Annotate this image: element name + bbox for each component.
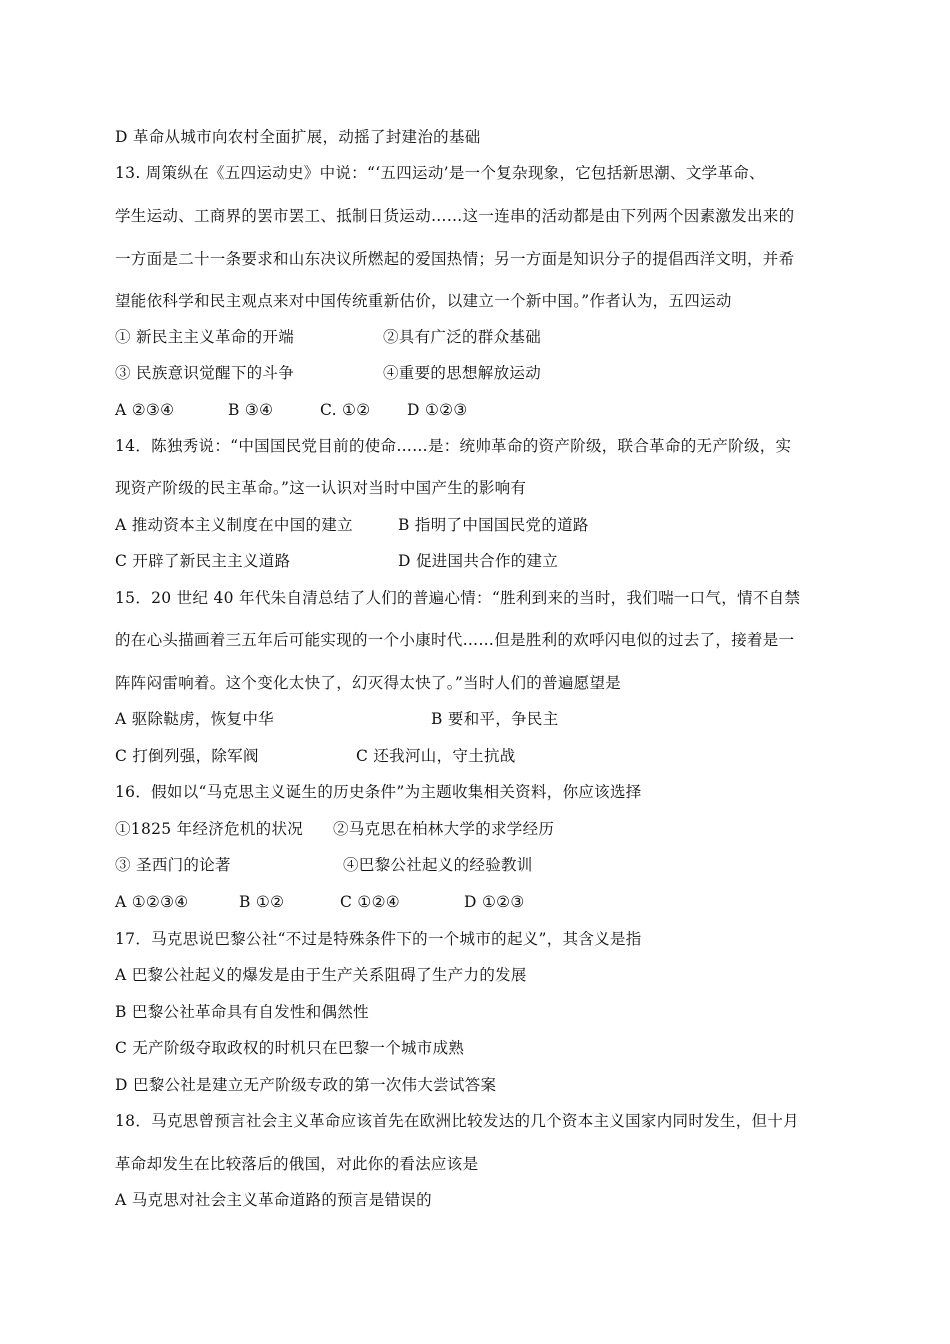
q12-option-d: D 革命从城市向农村全面扩展，动摇了封建治的基础: [115, 128, 481, 146]
q14-option-a: A 推动资本主义制度在中国的建立: [115, 516, 353, 534]
q15-stem-line-2: 的在心头描画着三五年后可能实现的一个小康时代……但是胜利的欢呼闪电似的过去了，接着是一: [115, 631, 795, 649]
q16-options: [115, 892, 525, 912]
q18-option-a: A 马克思对社会主义革命道路的预言是错误的: [115, 1191, 432, 1209]
q16-option-b: B ①②: [239, 893, 285, 911]
q14-option-b: B 指明了中国国民党的道路: [398, 516, 589, 534]
q17-stem-line-1: 17．马克思说巴黎公社“不过是特殊条件下的一个城市的起义”，其含义是指: [115, 930, 642, 948]
q13-options: [115, 400, 468, 420]
q16-items-row-2: [115, 855, 533, 875]
q17-option-b: B 巴黎公社革命具有自发性和偶然性: [115, 1003, 369, 1021]
q18-stem-line-2: 革命却发生在比较落后的俄国，对此你的看法应该是: [115, 1155, 479, 1173]
q15-option-c: C 打倒列强，除军阀: [115, 747, 259, 765]
q13-item-3: ③ 民族意识觉醒下的斗争: [115, 364, 295, 382]
q13-stem-line-3: 一方面是二十一条要求和山东决议所燃起的爱国热情；另一方面是知识分子的提倡西洋文明，并希: [115, 250, 795, 268]
q13-stem-line-1: 13. 周策纵在《五四运动史》中说：“‘五四运动’是一个复杂现象，它包括新思潮、文学革命、: [115, 164, 765, 182]
q15-stem-line-3: 阵阵闷雷响着。这个变化太快了，幻灭得太快了。”当时人们的普遍愿望是: [115, 674, 622, 692]
q13-item-2: ②具有广泛的群众基础: [383, 328, 542, 346]
q13-items-row-1: [115, 327, 541, 347]
q13-option-a: A ②③④: [115, 401, 175, 419]
q18-stem-line-1: 18．马克思曾预言社会主义革命应该首先在欧洲比较发达的几个资本主义国家内同时发生，但十月: [115, 1112, 799, 1130]
q16-option-d: D ①②③: [464, 893, 525, 911]
q13-option-d: D ①②③: [407, 401, 468, 419]
q15-stem-line-1: 15．20 世纪 40 年代朱自清总结了人们的普遍心情：“胜利到来的当时，我们喘一口气，情不自禁: [115, 589, 801, 607]
q15-options-row-2: [115, 746, 516, 766]
q14-options-row-1: [115, 515, 589, 535]
q17-option-d: D 巴黎公社是建立无产阶级专政的第一次伟大尝试答案: [115, 1076, 497, 1094]
q16-item-2: ②马克思在柏林大学的求学经历: [333, 820, 555, 838]
q14-stem-line-2: 现资产阶级的民主革命。”这一认识对当时中国产生的影响有: [115, 479, 527, 497]
q15-options-row-1: [115, 709, 559, 729]
q16-option-a: A ①②③④: [115, 893, 189, 911]
q13-stem-line-4: 望能依科学和民主观点来对中国传统重新估价，以建立一个新中国。”作者认为，五四运动: [115, 292, 732, 310]
q16-option-c: C ①②④: [340, 893, 400, 911]
q13-items-row-2: [115, 363, 541, 383]
q16-item-4: ④巴黎公社起义的经验教训: [343, 856, 533, 874]
q14-options-row-2: [115, 551, 558, 571]
q15-option-d: C 还我河山，守土抗战: [356, 747, 516, 765]
q17-option-a: A 巴黎公社起义的爆发是由于生产关系阻碍了生产力的发展: [115, 966, 527, 984]
q16-items-row-1: [115, 819, 554, 839]
q13-item-4: ④重要的思想解放运动: [383, 364, 542, 382]
q16-item-1: ①1825 年经济危机的状况: [115, 820, 304, 838]
q13-option-b: B ③④: [228, 401, 274, 419]
q15-option-b: B 要和平，争民主: [431, 710, 559, 728]
q13-option-c: C. ①②: [320, 401, 371, 419]
q14-stem-line-1: 14．陈独秀说：“中国国民党目前的使命……是：统帅革命的资产阶级，联合革命的无产阶级，实: [115, 437, 792, 455]
q16-stem-line-1: 16．假如以“马克思主义诞生的历史条件”为主题收集相关资料，你应该选择: [115, 783, 642, 801]
q17-option-c: C 无产阶级夺取政权的时机只在巴黎一个城市成熟: [115, 1039, 465, 1057]
q13-stem-line-2: 学生运动、工商界的罢市罢工、抵制日货运动……这一连串的活动都是由下列两个因素激发出来的: [115, 207, 795, 225]
q13-item-1: ① 新民主主义革命的开端: [115, 328, 295, 346]
q14-option-d: D 促进国共合作的建立: [398, 552, 559, 570]
q14-option-c: C 开辟了新民主主义道路: [115, 552, 291, 570]
q16-item-3: ③ 圣西门的论著: [115, 856, 231, 874]
q15-option-a: A 驱除鞑虏，恢复中华: [115, 710, 274, 728]
